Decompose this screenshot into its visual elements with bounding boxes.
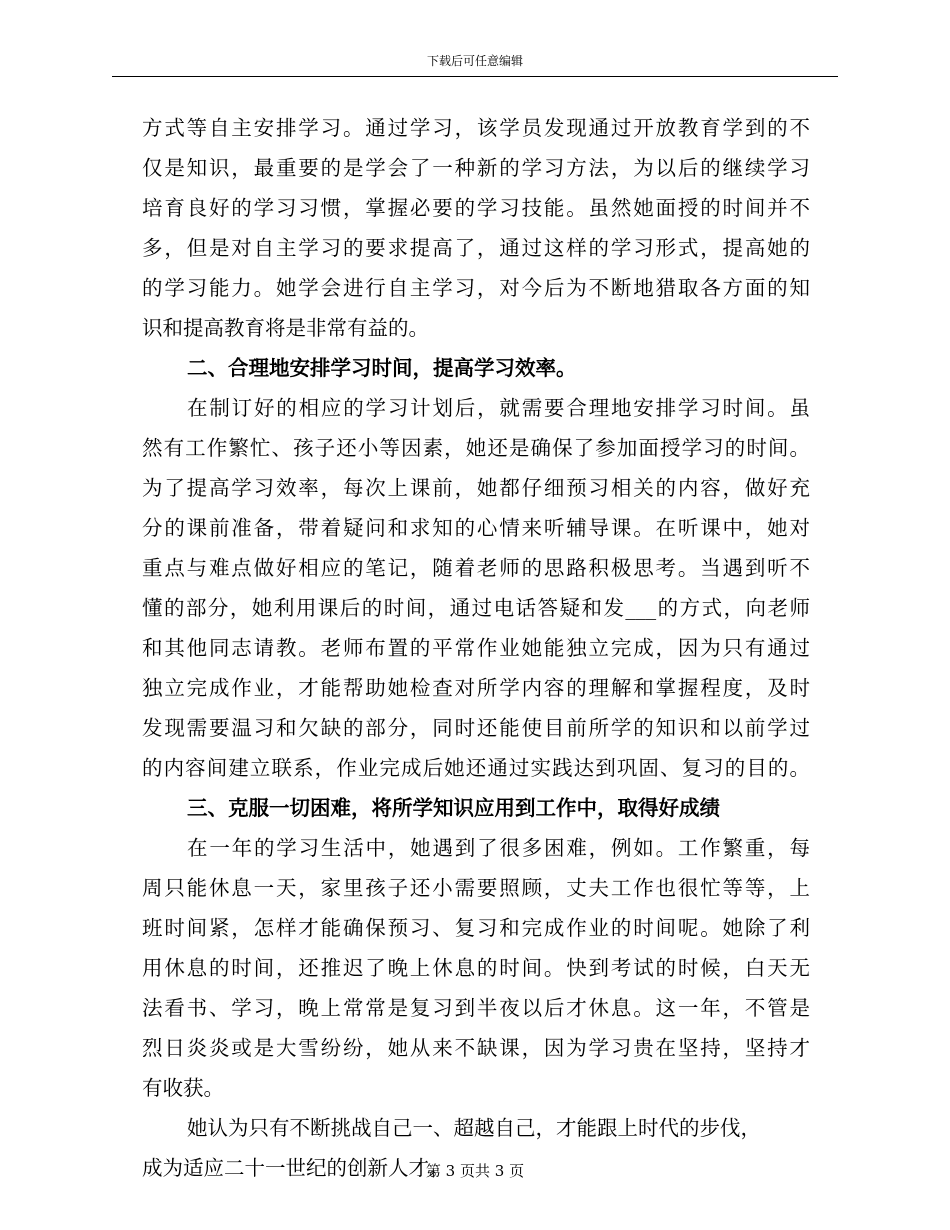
text-line: 重点与难点做好相应的笔记，随着老师的思路积极思考。当遇到听不 [142,556,810,580]
text-line: 用休息的时间，还推迟了晚上休息的时间。快到考试的时候，白天无 [142,956,810,980]
text-line: 多，但是对自主学习的要求提高了，通过这样的学习形式，提高她的 [142,236,810,260]
document-body [142,108,810,1188]
text-line: 分的课前准备，带着疑问和求知的心情来听辅导课。在听课中，她对 [142,516,810,540]
text-line: 班时间紧，怎样才能确保预习、复习和完成作业的时间呢。她除了利 [142,916,810,940]
page-header: 下载后可任意编辑 [426,54,523,68]
header-divider [112,76,838,77]
section-heading: 三、克服一切困难，将所学知识应用到工作中，取得好成绩 [187,796,720,820]
text-line: 在制订好的相应的学习计划后，就需要合理地安排学习时间。虽 [187,396,810,420]
text-line: 有收获。 [142,1076,224,1100]
text-line: 然有工作繁忙、孩子还小等因素，她还是确保了参加面授学习的时间。 [142,436,810,460]
text-line: 方式等自主安排学习。通过学习，该学员发现通过开放教育学到的不 [142,116,810,140]
text-line: 为了提高学习效率，每次上课前，她都仔细预习相关的内容，做好充 [142,476,810,500]
text-line: 成为适应二十一世纪的创新人才。 [142,1156,450,1180]
text-line: 识和提高教育将是非常有益的。 [142,316,429,340]
text-line: 发现需要温习和欠缺的部分，同时还能使目前所学的知识和以前学过 [142,716,810,740]
text-line: 的内容间建立联系，作业完成后她还通过实践达到巩固、复习的目的。 [142,756,810,780]
text-line: 烈日炎炎或是大雪纷纷，她从来不缺课，因为学习贵在坚持，坚持才 [142,1036,810,1060]
text-line: 独立完成作业，才能帮助她检查对所学内容的理解和掌握程度，及时 [142,676,810,700]
text-line: 在一年的学习生活中，她遇到了很多困难，例如。工作繁重，每 [187,836,810,860]
page-footer: 第 3 页共 3 页 [425,1162,525,1180]
text-line: 她认为只有不断挑战自己一、超越自己，才能跟上时代的步伐， [187,1116,761,1140]
text-line: 周只能休息一天，家里孩子还小需要照顾，丈夫工作也很忙等等，上 [142,876,810,900]
section-heading: 二、合理地安排学习时间，提高学习效率。 [187,356,577,380]
text-line: 培育良好的学习习惯，掌握必要的学习技能。虽然她面授的时间并不 [142,196,810,220]
text-line: 仅是知识，最重要的是学会了一种新的学习方法，为以后的继续学习 [142,156,810,180]
text-line: 和其他同志请教。老师布置的平常作业她能独立完成，因为只有通过 [142,636,810,660]
text-line: 法看书、学习，晚上常常是复习到半夜以后才休息。这一年，不管是 [142,996,810,1020]
text-line: 的学习能力。她学会进行自主学习，对今后为不断地猎取各方面的知 [142,276,810,300]
text-line: 懂的部分，她利用课后的时间，通过电话答疑和发___的方式，向老师 [142,596,810,620]
